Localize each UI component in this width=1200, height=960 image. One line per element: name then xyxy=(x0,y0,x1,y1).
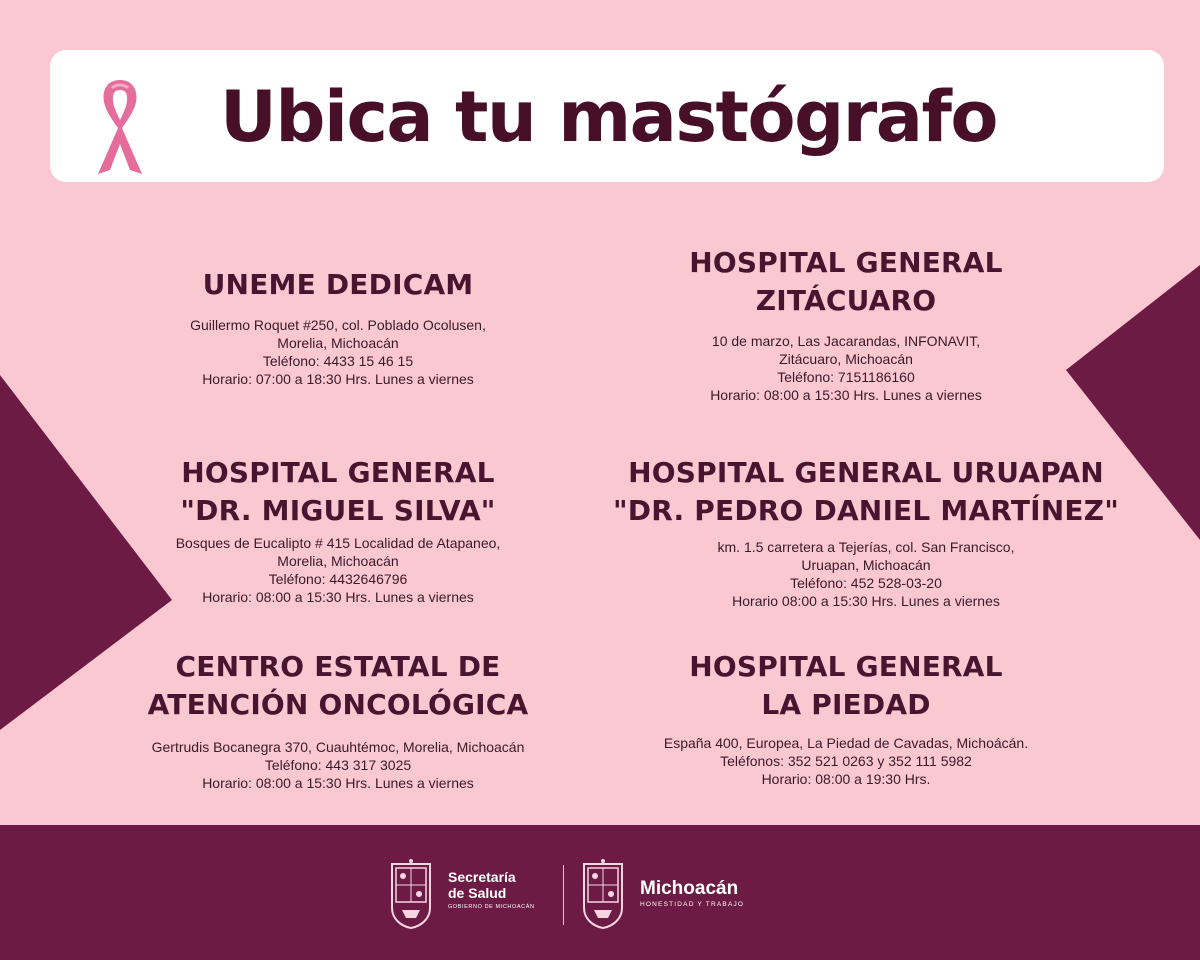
pink-ribbon-icon xyxy=(92,76,148,178)
location-hospital-zitacuaro xyxy=(646,244,1046,404)
location-details: Guillermo Roquet #250, col. Poblado Ocolusen, Morelia, Michoacán Teléfono: 4433 15 46 15 Horario: 07:00 a 18:30 Hrs. Lunes a viernes xyxy=(190,317,486,387)
location-hospital-uruapan xyxy=(596,454,1136,610)
page-title: Ubica tu mastógrafo xyxy=(220,76,998,158)
location-uneme-dedicam xyxy=(138,266,538,388)
location-name: HOSPITAL GENERAL LA PIEDAD xyxy=(689,650,1003,721)
location-details: Bosques de Eucalipto # 415 Localidad de Atapaneo, Morelia, Michoacán Teléfono: 4432646796 Horario: 08:00 a 15:30 Hrs. Lunes a viernes xyxy=(175,535,501,605)
location-details: 10 de marzo, Las Jacarandas, INFONAVIT, Zitácuaro, Michoacán Teléfono: 7151186160 Horario: 08:00 a 15:30 Hrs. Lunes a viernes xyxy=(710,333,982,403)
location-name: HOSPITAL GENERAL URUAPAN "DR. PEDRO DANIEL MARTÍNEZ" xyxy=(613,456,1119,527)
location-name: CENTRO ESTATAL DE ATENCIÓN ONCOLÓGICA xyxy=(147,650,529,721)
location-centro-oncologico xyxy=(118,648,558,792)
state-crest-icon xyxy=(580,858,626,930)
location-details: España 400, Europea, La Piedad de Cavadas, Michoácán. Teléfonos: 352 521 0263 y 352 111 5982 Horario: 08:00 a 19:30 Hrs. xyxy=(663,735,1029,787)
location-name: UNEME DEDICAM xyxy=(202,268,474,301)
state-crest-icon xyxy=(388,858,434,930)
location-name: HOSPITAL GENERAL "DR. MIGUEL SILVA" xyxy=(180,456,496,527)
michoacan-logo: Michoacán HONESTIDAD Y TRABAJO xyxy=(640,878,745,908)
location-details: Gertrudis Bocanegra 370, Cuauhtémoc, Morelia, Michoacán Teléfono: 443 317 3025 Horario: 08:00 a 15:30 Hrs. Lunes a viernes xyxy=(151,739,525,791)
location-hospital-miguel-silva xyxy=(138,454,538,606)
footer-divider xyxy=(563,865,564,925)
location-details: km. 1.5 carretera a Tejerías, col. San Francisco, Uruapan, Michoacán Teléfono: 452 528-03-20 Horario 08:00 a 15:30 Hrs. Lunes a viernes xyxy=(717,539,1015,609)
location-hospital-la-piedad xyxy=(626,648,1066,788)
salud-logo: Secretaría de Salud GOBIERNO DE MICHOACÁN xyxy=(448,869,535,910)
location-name: HOSPITAL GENERAL ZITÁCUARO xyxy=(689,246,1003,317)
